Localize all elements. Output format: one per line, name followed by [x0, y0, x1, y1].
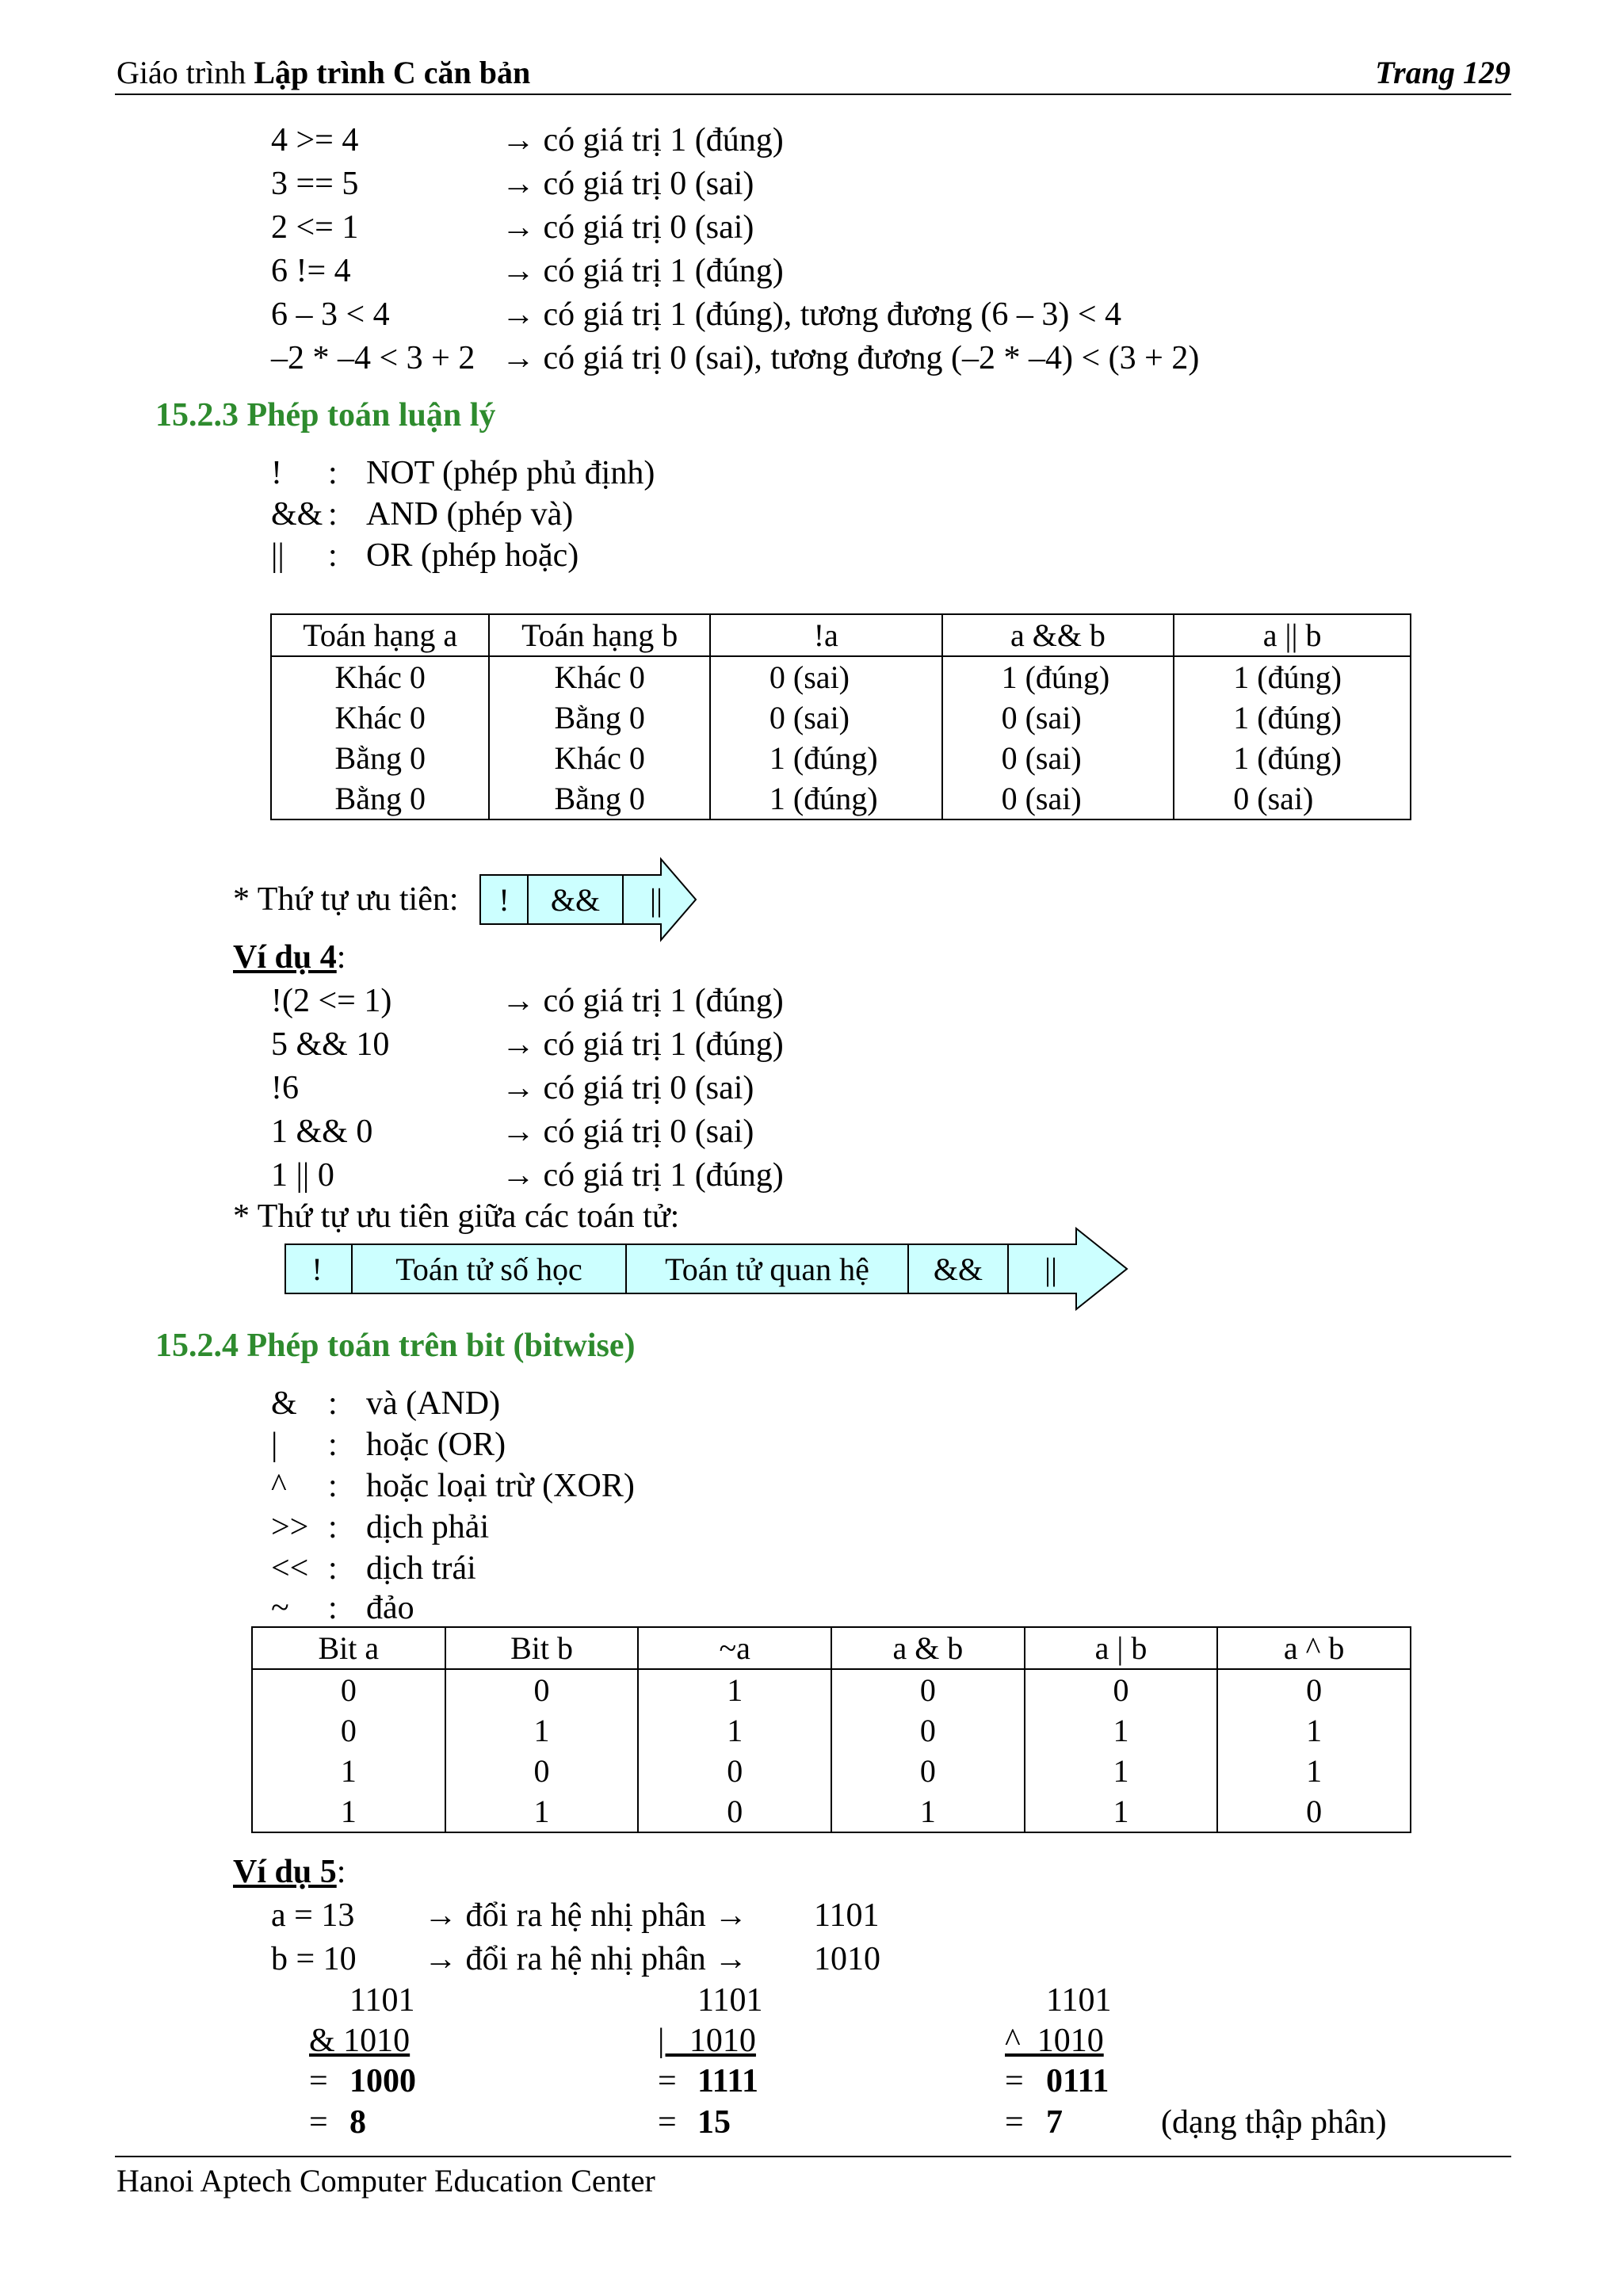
result: → có giá trị 1 (đúng), tương đương (6 – 3) < 4: [502, 296, 1122, 333]
operator-desc: OR (phép hoặc): [366, 537, 579, 574]
table-cell: 0: [1025, 1669, 1218, 1710]
priority-item: &&: [933, 1251, 983, 1287]
example-4-title: [233, 938, 346, 977]
expr: 5 && 10: [271, 1026, 390, 1063]
priority-item: !: [311, 1251, 323, 1287]
section-heading-bitwise: 15.2.4 Phép toán trên bit (bitwise): [155, 1328, 636, 1364]
expr: 1 && 0: [271, 1114, 373, 1150]
decimal-note: (dạng thập phân): [1161, 2104, 1387, 2141]
expr: 3 == 5: [271, 166, 359, 202]
table-cell: 0: [831, 1751, 1025, 1791]
priority-label: * Thứ tự ưu tiên:: [233, 881, 459, 918]
table-cell: 0: [445, 1751, 639, 1791]
operand-top: 1101: [1046, 1982, 1112, 2019]
table-row: [271, 778, 1411, 819]
table-cell: 0: [638, 1751, 831, 1791]
operator-desc: và (AND): [366, 1385, 501, 1422]
table-cell: Khác 0: [271, 656, 489, 697]
priority-arrow: [479, 856, 701, 943]
operator: ~: [271, 1590, 289, 1626]
table-cell: 1 (đúng): [1174, 738, 1411, 778]
operator-desc: đảo: [366, 1590, 414, 1626]
separator: :: [328, 537, 338, 574]
expr: 6 – 3 < 4: [271, 296, 390, 333]
table-cell: 1: [252, 1751, 445, 1791]
example-5-title: [233, 1852, 346, 1892]
table-cell: 1 (đúng): [942, 656, 1174, 697]
table-cell: Khác 0: [271, 697, 489, 738]
expr: 2 <= 1: [271, 209, 359, 246]
table-cell: 0 (sai): [1174, 778, 1411, 819]
table-row: [252, 1710, 1411, 1751]
result-binary: 1111: [697, 2063, 759, 2099]
result-decimal: 15: [697, 2104, 731, 2141]
section-heading-logic: 15.2.3 Phép toán luận lý: [155, 397, 496, 434]
result: → có giá trị 0 (sai), tương đương (–2 * –4) < (3 + 2): [502, 340, 1200, 376]
operator-desc: hoặc loại trừ (XOR): [366, 1468, 635, 1504]
priority-item: Toán tử số học: [395, 1251, 582, 1287]
expr: !(2 <= 1): [271, 983, 392, 1019]
operand-top: 1101: [697, 1982, 763, 2019]
operator-desc: NOT (phép phủ định): [366, 455, 655, 491]
example-colon: :: [336, 1854, 346, 1890]
table-cell: 1: [831, 1791, 1025, 1832]
table-cell: 0: [252, 1710, 445, 1751]
table-cell: 1: [1217, 1751, 1411, 1791]
table-cell: 0: [831, 1669, 1025, 1710]
equals: =: [309, 2104, 328, 2141]
operator-desc: AND (phép và): [366, 496, 574, 533]
table-cell: 1: [1025, 1710, 1218, 1751]
result: → có giá trị 0 (sai): [502, 209, 754, 246]
column-header: Bit b: [445, 1627, 639, 1669]
table-row: [271, 697, 1411, 738]
column-header: a && b: [942, 614, 1174, 656]
table-cell: Bằng 0: [271, 738, 489, 778]
table-row: [271, 738, 1411, 778]
separator: :: [328, 1550, 338, 1587]
table-cell: 1 (đúng): [710, 738, 942, 778]
separator: :: [328, 1385, 338, 1422]
operator-desc: hoặc (OR): [366, 1427, 506, 1463]
page-number: Trang 129: [1375, 55, 1510, 90]
column-header: ~a: [638, 1627, 831, 1669]
table-cell: 1 (đúng): [1174, 697, 1411, 738]
priority2-label: * Thứ tự ưu tiên giữa các toán tử:: [233, 1198, 680, 1235]
equals: =: [658, 2104, 677, 2141]
conversion-lhs: b = 10: [271, 1941, 357, 1977]
result: → có giá trị 0 (sai): [502, 166, 754, 202]
equals: =: [1005, 2104, 1024, 2141]
column-header: a & b: [831, 1627, 1025, 1669]
header-title: [116, 54, 530, 91]
priority-item: ||: [649, 882, 663, 918]
operator: ||: [271, 537, 285, 574]
conversion-lhs: a = 13: [271, 1897, 355, 1934]
column-header: Toán hạng b: [489, 614, 709, 656]
table-cell: Khác 0: [489, 738, 709, 778]
result-binary: 0111: [1046, 2063, 1109, 2099]
result: → có giá trị 1 (đúng): [502, 253, 784, 289]
separator: :: [328, 496, 338, 533]
column-header: a || b: [1174, 614, 1411, 656]
column-header: a | b: [1025, 1627, 1218, 1669]
table-cell: 0: [1217, 1791, 1411, 1832]
operator: >>: [271, 1509, 309, 1545]
bitwise-truth-table: [251, 1626, 1411, 1833]
header-book-title: Lập trình C căn bản: [254, 55, 531, 90]
operator: <<: [271, 1550, 309, 1587]
result: → có giá trị 1 (đúng): [502, 122, 784, 159]
operand-line: ^ 1010: [1005, 2023, 1104, 2059]
table-cell: 1 (đúng): [710, 778, 942, 819]
expr: –2 * –4 < 3 + 2: [271, 340, 475, 376]
operator: &: [271, 1385, 297, 1422]
separator: :: [328, 455, 338, 491]
footer-rule: [115, 2156, 1511, 2157]
table-header-row: [271, 614, 1411, 656]
header-prefix: Giáo trình: [116, 55, 246, 90]
table-cell: 0: [252, 1669, 445, 1710]
table-row: [271, 656, 1411, 697]
conversion-text: → đổi ra hệ nhị phân →: [424, 1897, 748, 1934]
table-cell: 0 (sai): [942, 738, 1174, 778]
result: → có giá trị 0 (sai): [502, 1114, 754, 1150]
expr: 1 || 0: [271, 1157, 334, 1194]
equals: =: [1005, 2063, 1024, 2099]
priority-item: &&: [550, 882, 601, 918]
operand-line: | 1010: [658, 2023, 756, 2059]
separator: :: [328, 1509, 338, 1545]
result: → có giá trị 1 (đúng): [502, 1157, 784, 1194]
column-header: Bit a: [252, 1627, 445, 1669]
table-row: [252, 1751, 1411, 1791]
expr: 6 != 4: [271, 253, 351, 289]
equals: =: [309, 2063, 328, 2099]
example-title: Ví dụ 5: [233, 1854, 337, 1890]
table-cell: Khác 0: [489, 656, 709, 697]
table-cell: 0 (sai): [942, 778, 1174, 819]
table-cell: 1 (đúng): [1174, 656, 1411, 697]
table-cell: 0: [831, 1710, 1025, 1751]
operand-line: & 1010: [309, 2023, 411, 2059]
table-cell: 0: [1217, 1669, 1411, 1710]
table-cell: Bằng 0: [271, 778, 489, 819]
operator: |: [271, 1427, 278, 1463]
conversion-bin: 1010: [814, 1941, 880, 1977]
column-header: a ^ b: [1217, 1627, 1411, 1669]
priority-item: ||: [1044, 1251, 1058, 1287]
table-cell: 1: [638, 1710, 831, 1751]
header-rule: [115, 94, 1511, 95]
expr: 4 >= 4: [271, 122, 359, 159]
example-colon: :: [336, 939, 346, 976]
operator: ^: [271, 1468, 287, 1504]
equals: =: [658, 2063, 677, 2099]
operand-top: 1101: [349, 1982, 415, 2019]
priority-item: !: [498, 882, 510, 918]
table-cell: 1: [638, 1669, 831, 1710]
table-cell: 1: [252, 1791, 445, 1832]
result-decimal: 7: [1046, 2104, 1063, 2141]
table-cell: 0: [445, 1669, 639, 1710]
table-row: [252, 1669, 1411, 1710]
footer-text: Hanoi Aptech Computer Education Center: [116, 2163, 655, 2199]
separator: :: [328, 1468, 338, 1504]
table-header-row: [252, 1627, 1411, 1669]
operator: &&: [271, 496, 323, 533]
table-cell: Bằng 0: [489, 778, 709, 819]
operator-desc: dịch phải: [366, 1509, 490, 1545]
separator: :: [328, 1590, 338, 1626]
table-cell: 1: [1217, 1710, 1411, 1751]
table-cell: 1: [1025, 1751, 1218, 1791]
conversion-bin: 1101: [814, 1897, 880, 1934]
expr: !6: [271, 1070, 299, 1106]
separator: :: [328, 1427, 338, 1463]
operator-priority-arrow: [284, 1227, 1132, 1311]
conversion-text: → đổi ra hệ nhị phân →: [424, 1941, 748, 1977]
table-cell: Bằng 0: [489, 697, 709, 738]
table-row: [252, 1791, 1411, 1832]
result: → có giá trị 0 (sai): [502, 1070, 754, 1106]
result: → có giá trị 1 (đúng): [502, 983, 784, 1019]
table-cell: 1: [1025, 1791, 1218, 1832]
table-cell: 0 (sai): [942, 697, 1174, 738]
table-cell: 1: [445, 1791, 639, 1832]
result-binary: 1000: [349, 2063, 416, 2099]
table-cell: 0 (sai): [710, 697, 942, 738]
result-decimal: 8: [349, 2104, 366, 2141]
example-title: Ví dụ 4: [233, 939, 337, 976]
operator-desc: dịch trái: [366, 1550, 476, 1587]
logic-truth-table: [270, 613, 1411, 820]
table-cell: 1: [445, 1710, 639, 1751]
priority-item: Toán tử quan hệ: [665, 1251, 869, 1287]
operator: !: [271, 455, 282, 491]
result: → có giá trị 1 (đúng): [502, 1026, 784, 1063]
table-cell: 0 (sai): [710, 656, 942, 697]
column-header: !a: [710, 614, 942, 656]
column-header: Toán hạng a: [271, 614, 489, 656]
table-cell: 0: [638, 1791, 831, 1832]
